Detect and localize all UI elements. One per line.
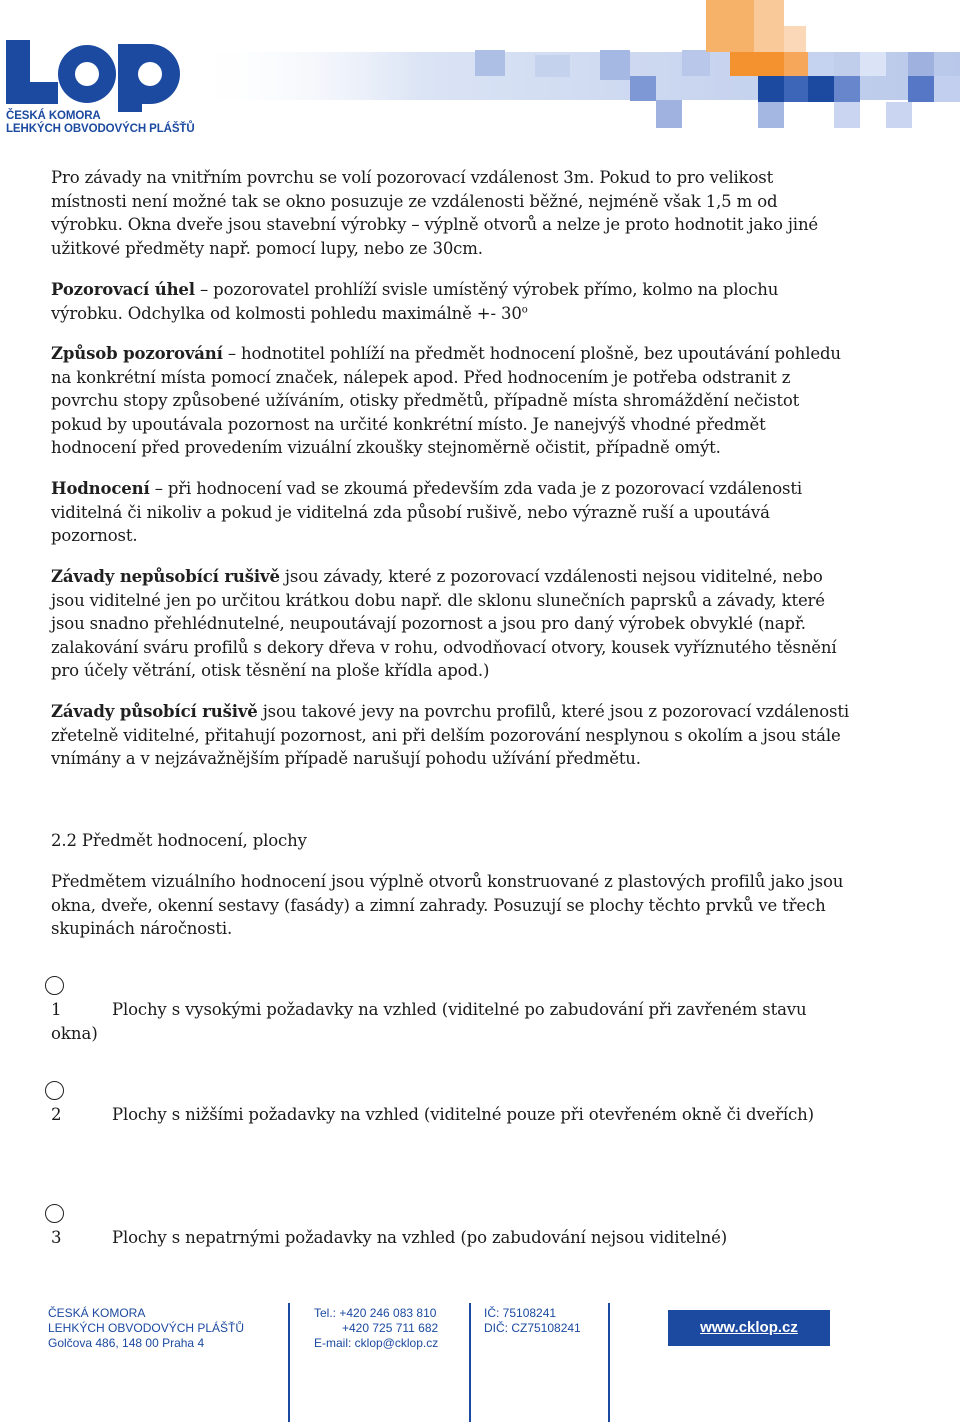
option-3-number: 3 <box>51 1228 62 1247</box>
logo-subtitle-1: ČESKÁ KOMORA <box>6 110 101 122</box>
option-3-radio[interactable] <box>45 1204 64 1223</box>
term-evaluation: Hodnocení <box>51 479 150 498</box>
option-1-label-wrap: okna) <box>51 1024 98 1043</box>
footer-phone-2: +420 725 711 682 <box>342 1321 439 1335</box>
footer-ic: IČ: 75108241 <box>484 1306 557 1320</box>
term-observation-angle: Pozorovací úhel <box>51 280 195 299</box>
footer-email[interactable]: E-mail: cklop@cklop.cz <box>314 1336 439 1350</box>
paragraph-observation-method: Způsob pozorování – hodnotitel pohlíží na předmět hodnocení plošně, bez upoutávání pohledu na konkrétní místa pomocí značek, nálepek apod. Před hodnocením je potřeba odstranit z povrchu stopy způsobené užíváním, otisky předmětů, případně místa shromáždění nečistot pokud by upoutávala pozornost na určité konkrétní místo. Je nanejvýš vhodné předmět hodnocení před provedením vizuální zkoušky stejnoměrně očistit, případně omýt. <box>51 344 841 457</box>
option-1-radio[interactable] <box>45 976 64 995</box>
option-2-radio[interactable] <box>45 1081 64 1100</box>
paragraph-disturbing-defects: Závady působící rušivě jsou takové jevy na povrchu profilů, které jsou z pozorovací vzdálenosti zřetelně viditelné, přitahují pozornost, ani při delším pozorování nesplynou s okolím a jsou stále vnímány a v nejzávažnějším případě narušují pohodu užívání předmětu. <box>51 702 849 768</box>
footer-address: Golčova 486, 148 00 Praha 4 <box>48 1336 205 1350</box>
term-non-disturbing-defects: Závady nepůsobící rušivě <box>51 567 280 586</box>
footer-web-link[interactable]: www.cklop.cz <box>700 1319 798 1336</box>
option-2-label: Plochy s nižšími požadavky na vzhled (viditelné pouze při otevřeném okně či dveřích) <box>112 1105 814 1124</box>
option-1-label: Plochy s vysokými požadavky na vzhled (viditelné po zabudování při zavřeném stavu <box>112 1000 807 1019</box>
footer-dic: DIČ: CZ75108241 <box>484 1321 581 1335</box>
footer-org-name-2: LEHKÝCH OBVODOVÝCH PLÁŠŤŮ <box>48 1321 245 1335</box>
paragraph-non-disturbing-defects: Závady nepůsobící rušivě jsou závady, které z pozorovací vzdálenosti nejsou viditelné, nebo jsou viditelné jen po určitou krátkou dobu např. dle sklonu slunečních paprsků a závady, které jsou snadno přehlédnutelné, neupoutávají pozornost a jsou pro daný výrobek obvyklé (např. zalakování sváru profilů s dekory dřeva v rohu, odvodňovací otvory, kousek vyříznutého těsnění pro účely větrání, otisk těsnění na ploše křídla apod.) <box>51 567 837 680</box>
footer-divider-2 <box>469 1303 471 1422</box>
term-observation-method: Způsob pozorování <box>51 344 223 363</box>
paragraph-evaluation-subject: Předmětem vizuálního hodnocení jsou výplně otvorů konstruované z plastových profilů jako jsou okna, dveře, okenní sestavy (fasády) a zimní zahrady. Posuzují se plochy těchto prvků ve třech skupinách náročnosti. <box>51 872 844 938</box>
section-title: 2.2 Předmět hodnocení, plochy <box>51 831 307 850</box>
logo-subtitle-2: LEHKÝCH OBVODOVÝCH PLÁŠŤŮ <box>6 123 195 135</box>
footer-web-box <box>668 1310 830 1346</box>
paragraph-observation-angle: Pozorovací úhel – pozorovatel prohlíží svisle umístěný výrobek přímo, kolmo na plochu výrobku. Odchylka od kolmosti pohledu maximálně +- 30$^o$ <box>51 280 779 323</box>
paragraph-evaluation: Hodnocení – při hodnocení vad se zkoumá především zda vada je z pozorovací vzdálenosti viditelná či nikoliv a pokud je viditelná zda působí rušivě, nebo výrazně ruší a upoutává pozornost. <box>51 479 802 545</box>
option-1-number: 1 <box>51 1000 62 1019</box>
option-3-label: Plochy s nepatrnými požadavky na vzhled (po zabudování nejsou viditelné) <box>112 1228 728 1247</box>
footer-phone-1: Tel.: +420 246 083 810 <box>314 1306 437 1320</box>
footer-org-name-1: ČESKÁ KOMORA <box>48 1306 146 1320</box>
degree-superscript: o <box>521 304 528 315</box>
lop-logo <box>0 0 190 112</box>
paragraph-observation-distance: Pro závady na vnitřním povrchu se volí pozorovací vzdálenost 3m. Pokud to pro velikost místnosti není možné tak se okno posuzuje ze vzdálenosti běžné, nejméně však 1,5 m od výrobku. Okna dveře jsou stavební výrobky – výplně otvorů a nelze je proto hodnotit jako jiné užitkové předměty např. pomocí lupy, nebo ze 30cm. <box>51 168 819 258</box>
footer-divider-3 <box>608 1303 610 1422</box>
term-disturbing-defects: Závady působící rušivě <box>51 702 258 721</box>
option-2-number: 2 <box>51 1105 62 1124</box>
footer-divider-1 <box>288 1303 290 1422</box>
